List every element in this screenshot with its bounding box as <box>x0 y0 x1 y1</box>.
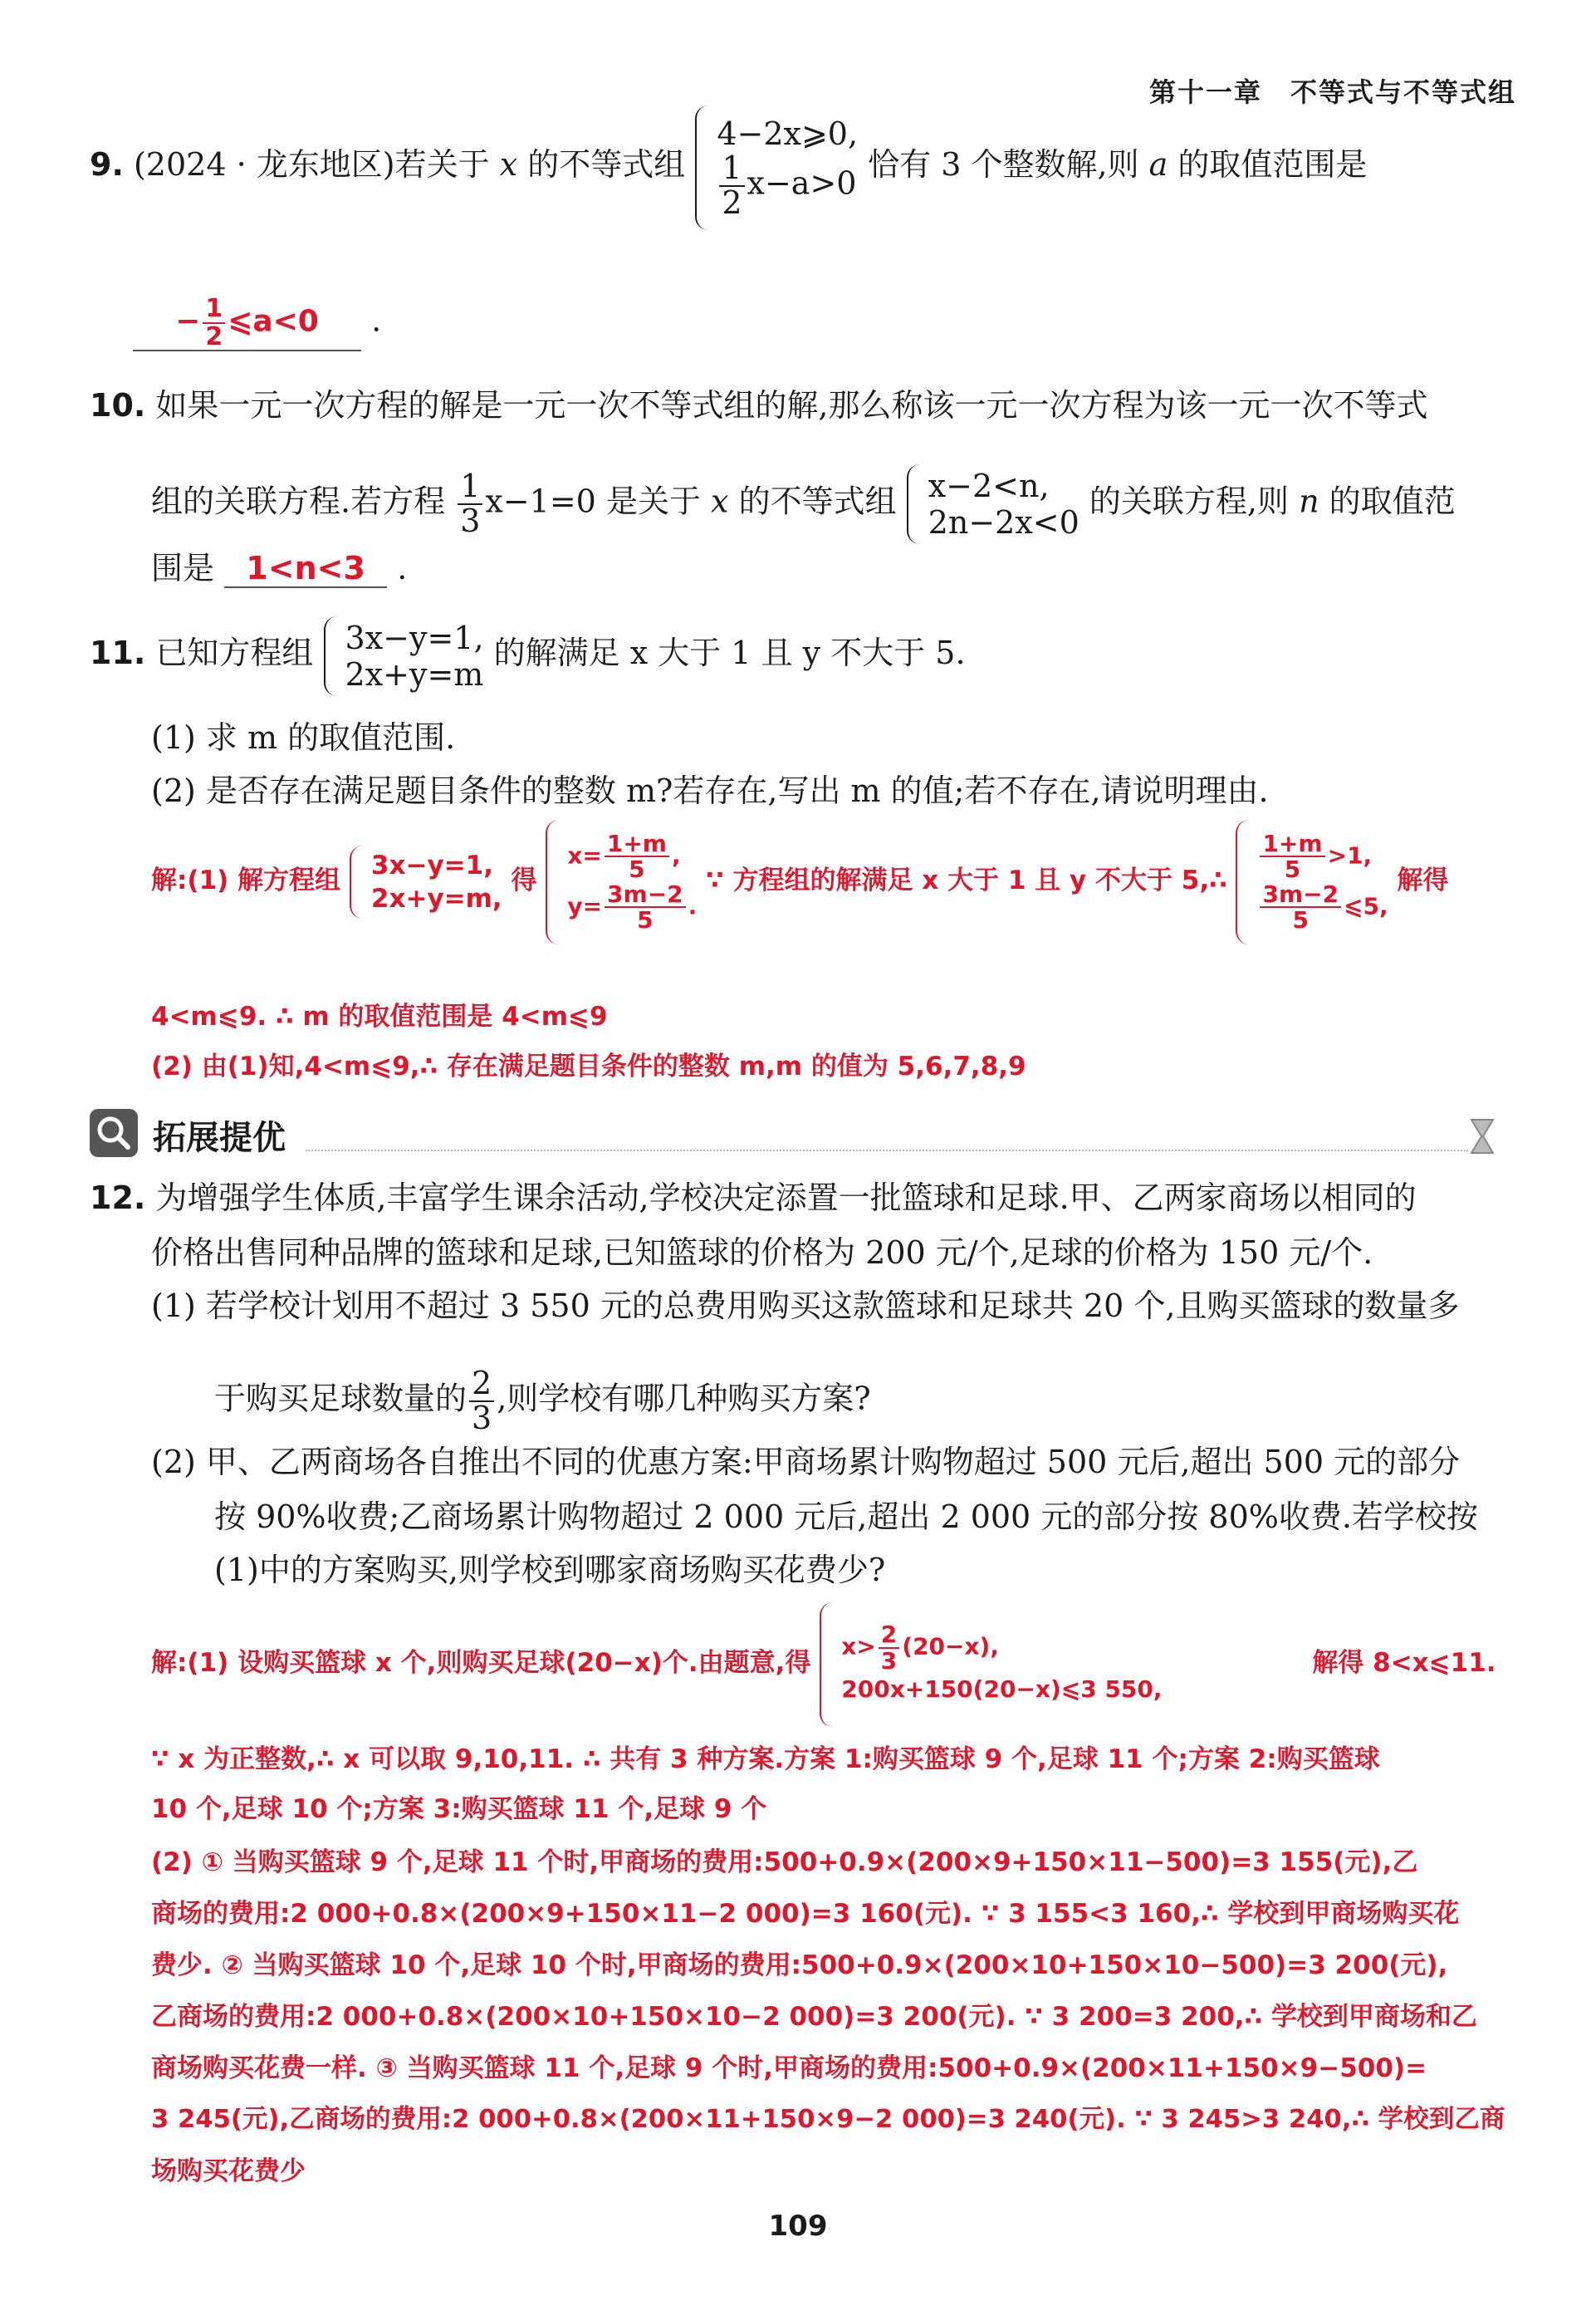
q11-sub1: (1) 求 m 的取值范围. <box>151 719 456 756</box>
brace <box>324 616 340 696</box>
var-a: a <box>1148 146 1168 183</box>
question-11 <box>90 619 966 693</box>
question-12-line2: 价格出售同种品牌的篮球和足球,已知篮球的价格为 200 元/个,足球的价格为 150 元/个. <box>151 1234 1373 1271</box>
q12-solution-line4: (2) ① 当购买篮球 9 个,足球 11 个时,甲商场的费用:500+0.9×(200×9+150×11−500)=3 155(元),乙 <box>151 1847 1418 1877</box>
inequality-system <box>907 464 1080 544</box>
var-x: x <box>711 483 729 520</box>
solution-system: x= $\frac{1+m}{5}$ , y= $\frac{3m-2}{5}$ . <box>546 820 697 944</box>
q12-solution-line7: 乙商场的费用:2 000+0.8×(200×10+150×10−2 000)=3 200(元). ∵ 3 200=3 200,∴ 学校到甲商场和乙 <box>151 2002 1477 2032</box>
question-12-line1 <box>90 1180 1417 1216</box>
q11-text: 已知方程组 <box>155 635 314 671</box>
q9-suffix2: 的取值范围是 <box>1177 146 1368 183</box>
q12-solution-line5: 商场的费用:2 000+0.8×(200×9+150×11−2 000)=3 160(元). ∵ 3 155<3 160,∴ 学校到甲商场购买花 <box>151 1899 1460 1929</box>
q11-solution-line3: (2) 由(1)知,4<m⩽9,∴ 存在满足题目条件的整数 m,m 的值为 5,6,7,8,9 <box>151 1052 1026 1081</box>
answer-blank: 1<n<3 <box>224 550 387 588</box>
equation-2: 2x+y=m <box>345 655 484 693</box>
question-10-line3 <box>151 550 407 588</box>
q12-solution-line1: 解:(1) 设购买篮球 x 个,则购买足球(20−x)个.由题意,得 x> $\frac{2}{3}$ (20−x), 200x+150(20−x)⩽3 550, 解得 8<x⩽11. <box>151 1646 1496 1681</box>
period: . <box>371 302 382 339</box>
fraction: $\frac{1}{3}$ <box>458 470 482 538</box>
question-number: 9. <box>90 146 124 183</box>
q10-line1: 如果一元一次方程的解是一元一次不等式组的解,那么称该一元一次方程为该一元一次不等式 <box>155 387 1428 424</box>
q11-text: 的解满足 x 大于 1 且 y 不大于 5. <box>493 635 966 671</box>
inequality-1: x−2<n, <box>928 467 1050 504</box>
q12-sub2-line1: (2) 甲、乙两商场各自推出不同的优惠方案:甲商场累计购物超过 500 元后,超出 500 元的部分 <box>151 1444 1461 1480</box>
var-x: x <box>499 146 518 183</box>
q12-solution-line6: 费少. ② 当购买篮球 10 个,足球 10 个时,甲商场的费用:500+0.9×(200×10+150×10−500)=3 200(元), <box>151 1950 1448 1980</box>
q9-suffix1: 恰有 3 个整数解,则 <box>868 146 1139 183</box>
q9-mid: 的不等式组 <box>527 146 686 183</box>
question-number: 12. <box>90 1180 146 1216</box>
condition-system: $\frac{1+m}{5}$ >1, $\frac{3m-2}{5}$ ⩽5, <box>1236 820 1388 944</box>
solution-text: 解得 <box>1397 866 1449 895</box>
question-10-line1 <box>90 387 1428 424</box>
inequality-system <box>695 105 858 230</box>
solution-text: 解:(1) 解方程组 <box>151 866 341 895</box>
q12-solution-line9: 3 245(元),乙商场的费用:2 000+0.8×(200×11+150×9−2 000)=3 240(元). ∵ 3 245>3 240,∴ 学校到乙商 <box>151 2105 1505 2134</box>
q12-solution-line2: ∵ x 为正整数,∴ x 可以取 9,10,11. ∴ 共有 3 种方案.方案 1:购买篮球 9 个,足球 11 个;方案 2:购买篮球 <box>151 1744 1380 1774</box>
q9-answer-line <box>133 296 381 351</box>
q12-sub1-line1: (1) 若学校计划用不超过 3 550 元的总费用购买这款篮球和足球共 20 个,且购买篮球的数量多 <box>151 1287 1460 1324</box>
solution-text: 得 <box>511 866 537 895</box>
q11-solution-line1 <box>151 829 1449 934</box>
q10-text: 是关于 <box>605 483 701 520</box>
q12-solution-line8: 商场购买花费一样. ③ 当购买篮球 11 个,足球 9 个时,甲商场的费用:500+0.9×(200×11+150×9−500)= <box>151 2053 1427 2083</box>
q12-solution-line3: 10 个,足球 10 个;方案 3:购买篮球 11 个,足球 9 个 <box>151 1794 767 1824</box>
q10-text: 组的关联方程.若方程 <box>151 483 446 520</box>
solution-text: ∵ 方程组的解满足 x 大于 1 且 y 不大于 5,∴ <box>706 866 1227 895</box>
inequality-1: 4−2x⩾0, <box>717 115 859 152</box>
q10-text: 的关联方程,则 <box>1089 483 1289 520</box>
equation-1: 3x−y=1, <box>345 619 484 656</box>
inequality-system: x> $\frac{2}{3}$ (20−x), 200x+150(20−x)⩽3 550, <box>820 1602 1162 1727</box>
var-n: n <box>1299 483 1319 520</box>
q10-text: 围是 <box>151 550 215 586</box>
equation: x−1=0 <box>485 483 596 520</box>
answer-blank: − $\frac{1}{2}$ ⩽a<0 <box>133 296 361 351</box>
section-title: 拓展提优 <box>153 1119 286 1157</box>
chapter-header: 第十一章 不等式与不等式组 <box>1148 76 1516 108</box>
equation-system <box>324 616 484 696</box>
brace <box>695 105 712 230</box>
q9-prefix: (2024 · 龙东地区)若关于 <box>133 146 490 183</box>
hourglass-icon <box>1468 1118 1496 1155</box>
q11-solution-line2: 4<m⩽9. ∴ m 的取值范围是 4<m⩽9 <box>151 1002 608 1032</box>
q12-sub1-line2: 于购买足球数量的 $\frac{2}{3}$ ,则学校有哪几种购买方案? <box>214 1365 871 1436</box>
q12-sub2-line3: (1)中的方案购买,则学校到哪家商场购买花费少? <box>214 1552 886 1588</box>
q12-sub2-line2: 按 90%收费;乙商场累计购物超过 2 000 元后,超出 2 000 元的部分按 80%收费.若学校按 <box>214 1498 1478 1535</box>
q11-sub2: (2) 是否存在满足题目条件的整数 m?若存在,写出 m 的值;若不存在,请说明理由. <box>151 772 1269 809</box>
q10-text: 的取值范 <box>1329 483 1456 520</box>
question-10-line2 <box>151 467 1456 541</box>
inequality-2: 2n−2x<0 <box>928 503 1080 541</box>
magnifier-icon <box>90 1109 138 1157</box>
page-number: 109 <box>768 2210 828 2243</box>
question-9 <box>90 115 1368 221</box>
inequality-2: $\frac{1}{2}$ x−a>0 <box>717 152 858 220</box>
section-divider <box>306 1150 1468 1151</box>
question-number: 11. <box>90 635 146 671</box>
brace <box>907 464 923 544</box>
question-number: 10. <box>90 387 146 424</box>
q12-text: 为增强学生体质,丰富学生课余活动,学校决定添置一批篮球和足球.甲、乙两家商场以相同的 <box>155 1180 1417 1216</box>
q10-text: 的不等式组 <box>738 483 897 520</box>
period: . <box>397 550 408 586</box>
equation-system: 3x−y=1, 2x+y=m, <box>350 846 502 919</box>
q12-solution-line10: 场购买花费少 <box>151 2156 306 2186</box>
